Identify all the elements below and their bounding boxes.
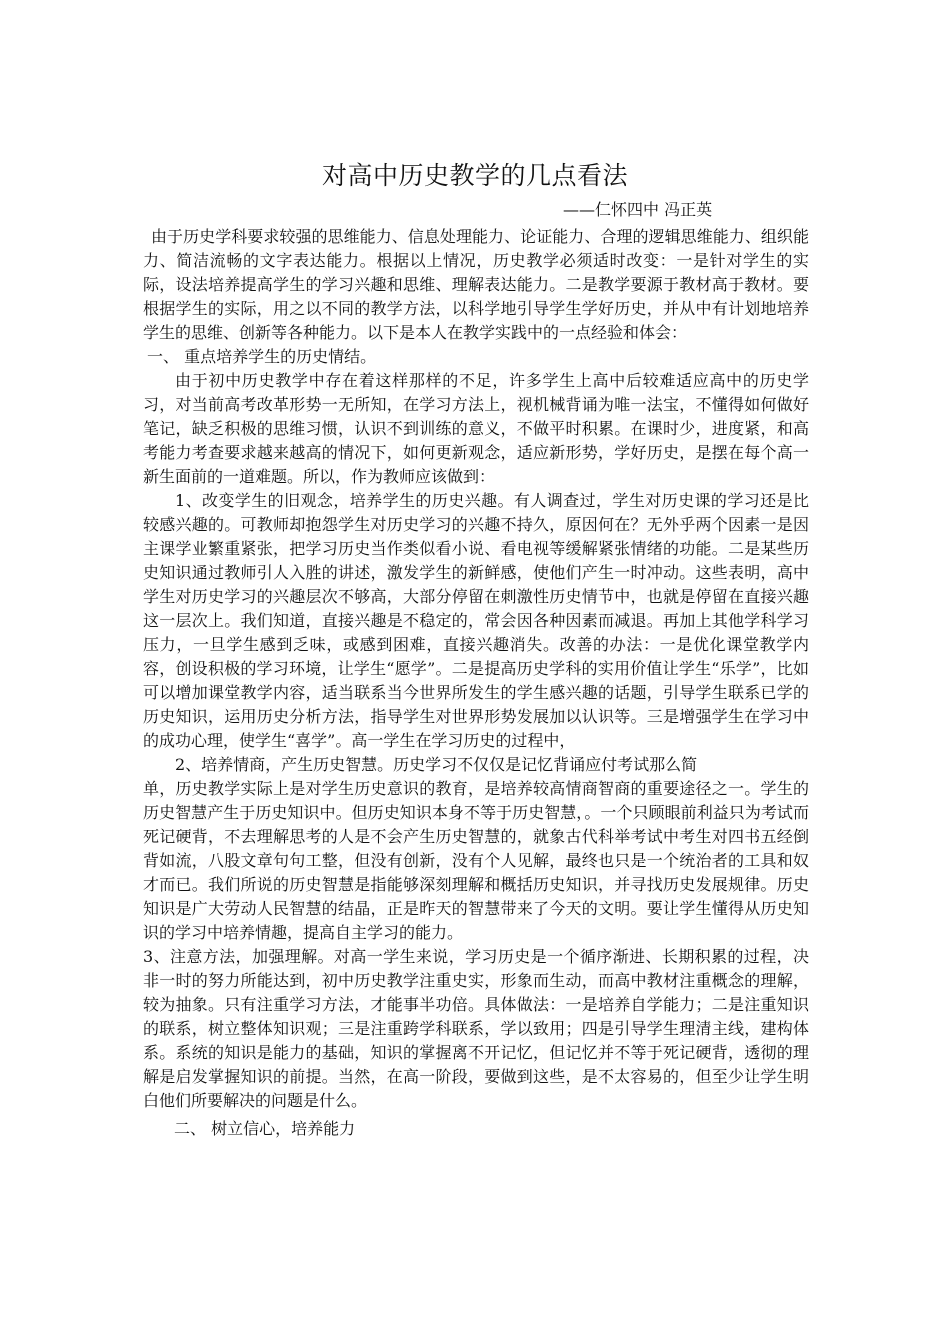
body-paragraph: 单，历史教学实际上是对学生历史意识的教育，是培养较高情商智商的重要途径之一。学生的历史智慧产生于历史知识中。但历史知识本身不等于历史智慧，。一个只顾眼前利益只为考试而死记硬背，不去理解思考的人是不会产生历史智慧的，就象古代科举考试中考生对四书五经倒背如流，八股文章句句工整，但没有创新，没有个人见解，最终也只是一个统治者的工具和奴才而已。我们所说的历史智慧是指能够深刻理解和概括历史知识，并寻找历史发展规律。历史知识是广大劳动人民智慧的结晶，正是昨天的智慧带来了今天的文明。要让学生懂得从历史知识的学习中培养情趣，提高自主学习的能力。 bbox=[143, 779, 809, 942]
intro-paragraph: 由于历史学科要求较强的思维能力、信息处理能力、论证能力、合理的逻辑思维能力、组织能力、简洁流畅的文字表达能力。根据以上情况，历史教学必须适时改变：一是针对学生的实际，设法培养提高学生的学习兴趣和思维、理解表达能力。二是教学要源于教材高于教材。要根据学生的实际，用之以不同的教学方法，以科学地引导学生学好历史，并从中有计划地培养学生的思维、创新等各种能力。以下是本人在教学实践中的一点经验和体会： bbox=[143, 227, 809, 342]
body-paragraph: 由于初中历史教学中存在着这样那样的不足，许多学生上高中后较难适应高中的历史学习，对当前高考改革形势一无所知，在学习方法上，视机械背诵为唯一法宝，不懂得如何做好笔记，缺乏积极的思维习惯，认识不到训练的意义，不做平时积累。在课时少，进度紧，和高考能力考查要求越来越高的情况下，如何更新观念，适应新形势，学好历史，是摆在每个高一新生面前的一道难题。所以，作为教师应该做到： bbox=[143, 371, 809, 486]
body-paragraph: 1、改变学生的旧观念，培养学生的历史兴趣。有人调查过，学生对历史课的学习还是比较感兴趣的。可教师却抱怨学生对历史学习的兴趣不持久，原因何在？无外乎两个因素一是因主课学业繁重紧张，把学习历史当作类似看小说、看电视等缓解紧张情绪的功能。二是某些历史知识通过教师引人入胜的讲述，激发学生的新鲜感，使他们产生一时冲动。这些表明，高中学生对历史学习的兴趣层次不够高，大部分停留在刺激性历史情节中，也就是停留在直接兴趣这一层次上。我们知道，直接兴趣是不稳定的，常会因各种因素而减退。再加上其他学科学习压力，一旦学生感到乏味，或感到困难，直接兴趣消失。改善的办法：一是优化课堂教学内容，创设积极的学习环境，让学生“愿学”。二是提高历史学科的实用价值让学生“乐学”，比如可以增加课堂教学内容，适当联系当今世界所发生的学生感兴趣的话题，引导学生联系已学的历史知识，运用历史分析方法，指导学生对世界形势发展加以认识等。三是增强学生在学习中的成功心理，使学生“喜学”。高一学生在学习历史的过程中， bbox=[143, 491, 809, 750]
document-title: 对高中历史教学的几点看法 bbox=[321, 161, 628, 190]
author-byline: ——仁怀四中 冯正英 bbox=[563, 200, 713, 219]
section-heading-1: 一、 重点培养学生的历史情结。 bbox=[147, 347, 377, 366]
body-paragraph: 3、注意方法，加强理解。对高一学生来说，学习历史是一个循序渐进、长期积累的过程，决非一时的努力所能达到，初中历史教学注重史实，形象而生动，而高中教材注重概念的理解，较为抽象。只有注重学习方法，才能事半功倍。具体做法：一是培养自学能力；二是注重知识的联系，树立整体知识观；三是注重跨学科联系，学以致用；四是引导学生理清主线，建构体系。系统的知识是能力的基础，知识的掌握离不开记忆，但记忆并不等于死记硬背，透彻的理解是启发掌握知识的前提。当然，在高一阶段，要做到这些，是不太容易的，但至少让学生明白他们所要解决的问题是什么。 bbox=[143, 947, 809, 1110]
body-paragraph: 2、培养情商，产生历史智慧。历史学习不仅仅是记忆背诵应付考试那么简 bbox=[175, 755, 698, 774]
section-heading-2: 二、 树立信心，培养能力 bbox=[174, 1119, 356, 1138]
body-text bbox=[143, 225, 809, 1141]
